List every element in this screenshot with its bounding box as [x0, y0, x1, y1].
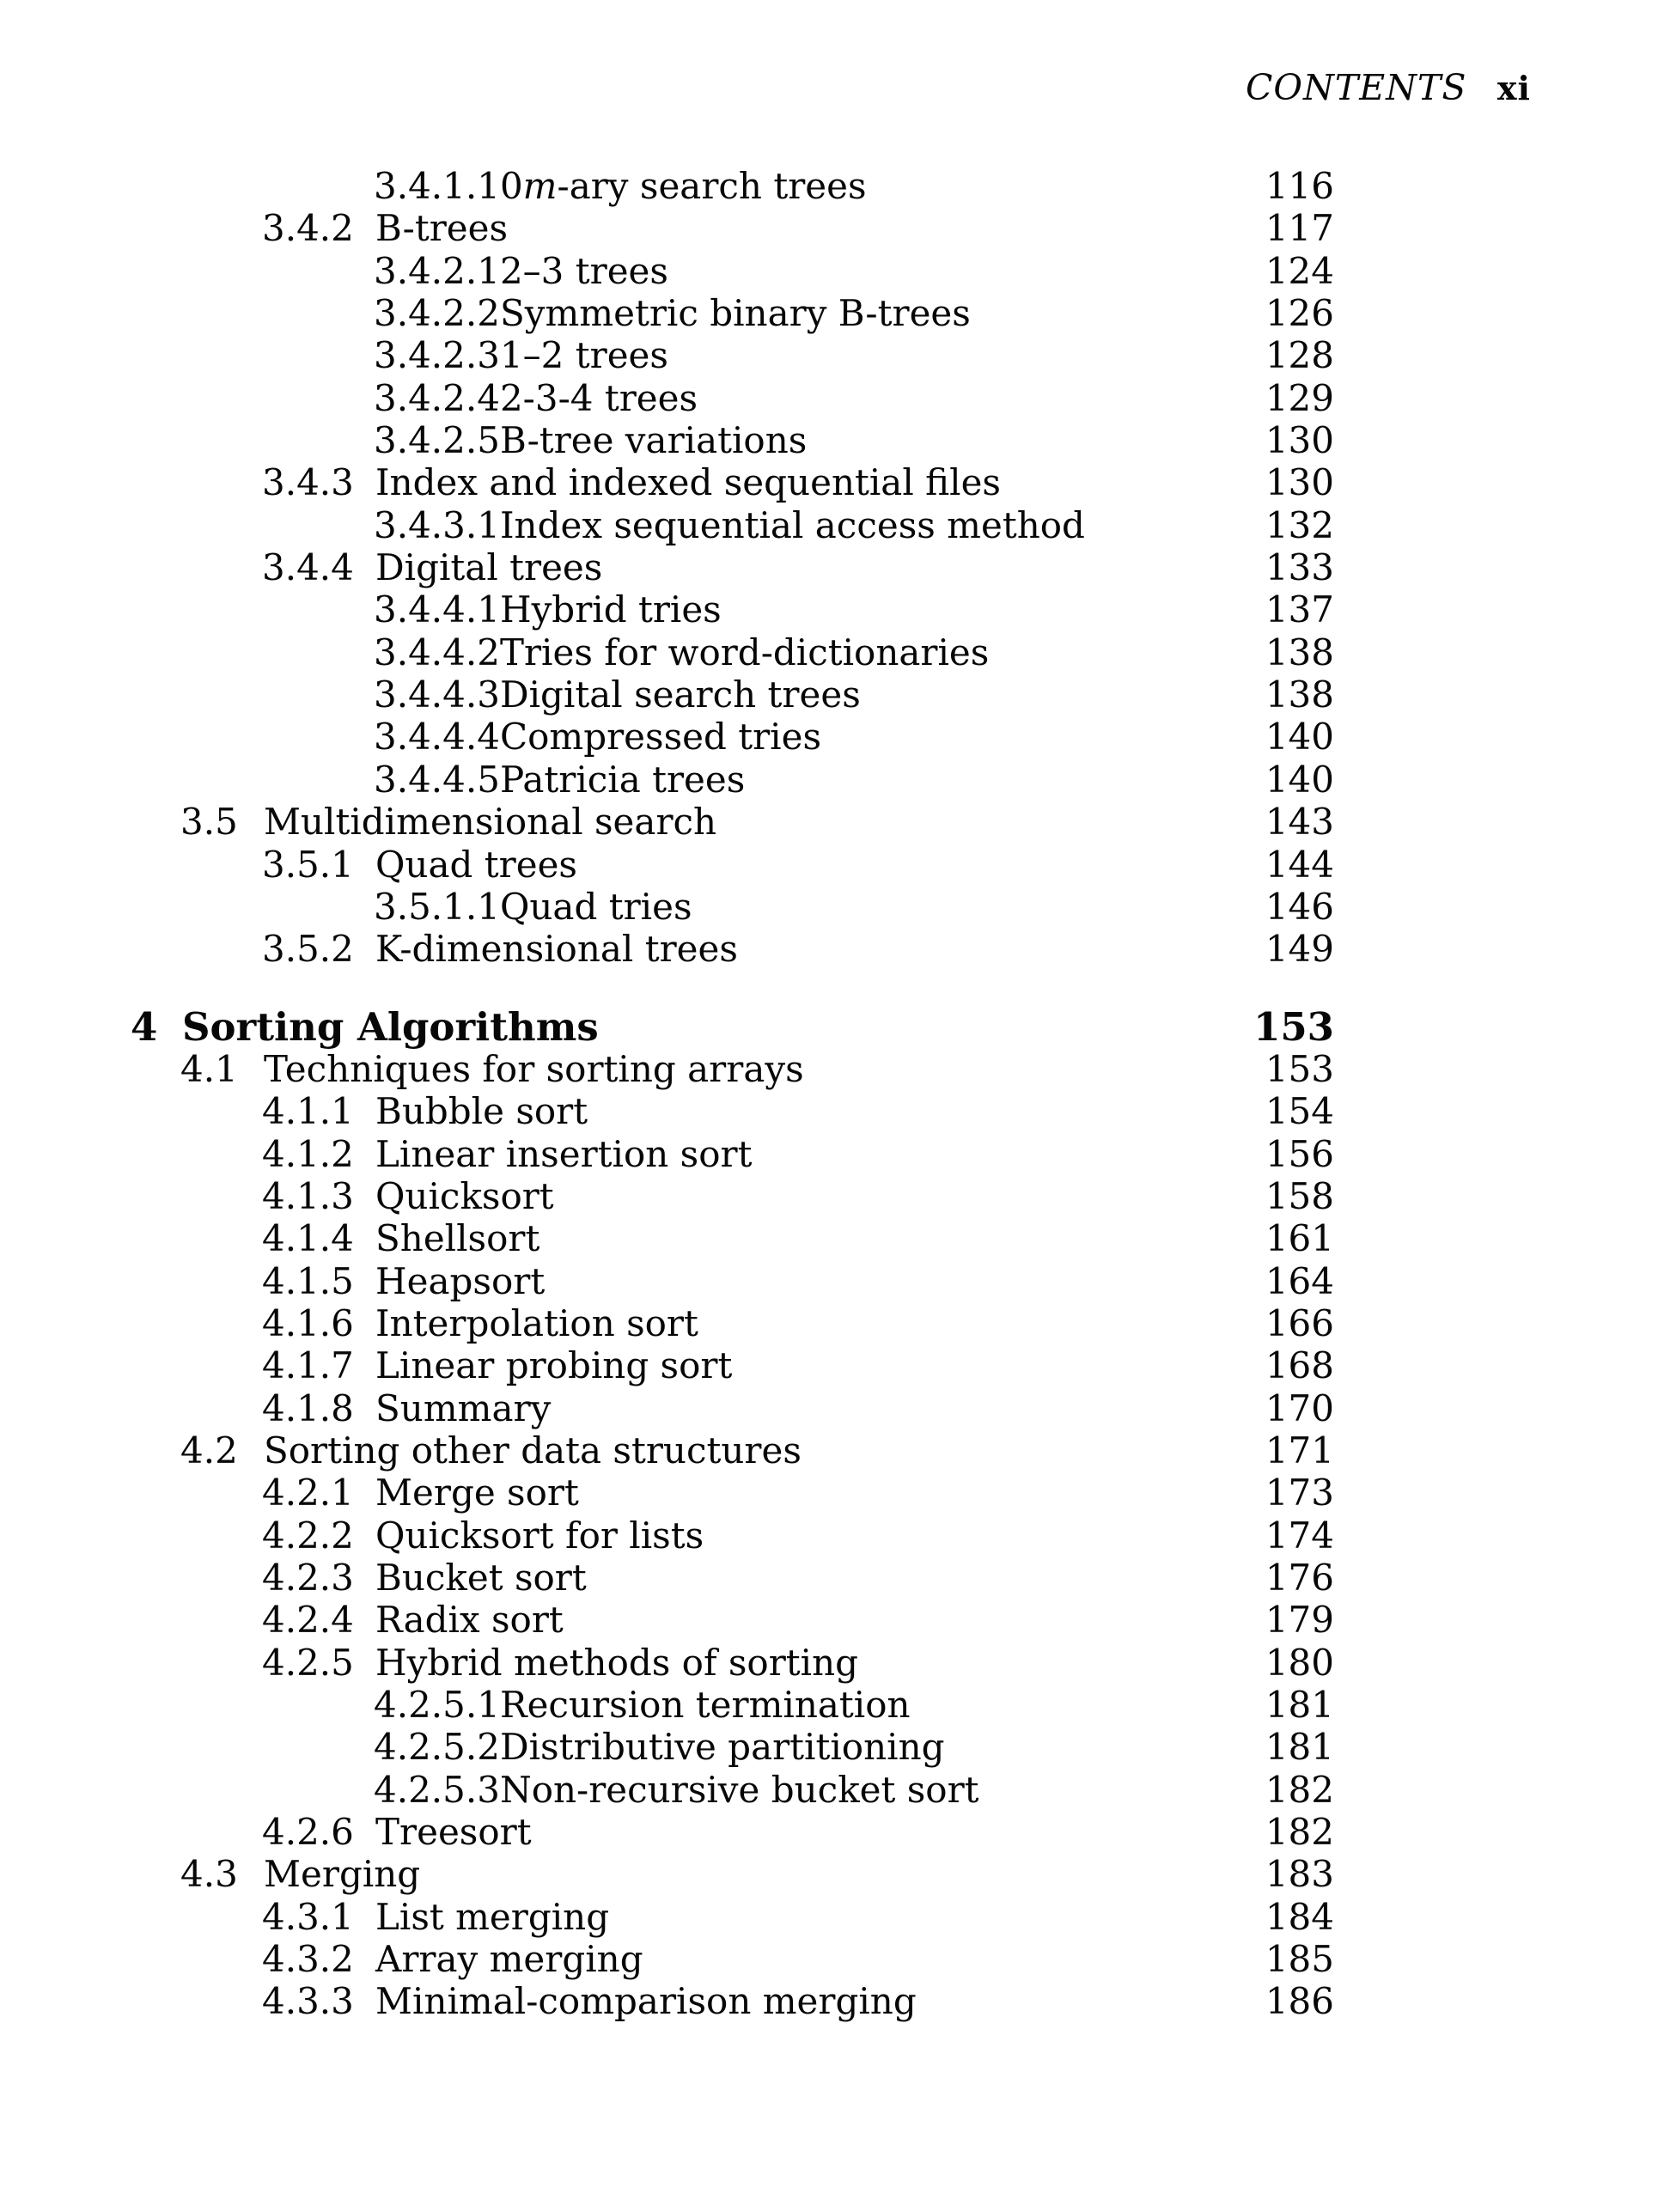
toc-entry-title: Digital search trees [499, 673, 861, 716]
toc-entry-title: Sorting other data structures [264, 1429, 802, 1472]
toc-entry-title: Patricia trees [499, 758, 746, 801]
toc-entry-number: 4.1.3 [262, 1174, 354, 1217]
toc-entry-number: 3.4.3 [262, 461, 354, 504]
toc-entry-number: 4.2.3 [262, 1557, 354, 1599]
toc-entry-title: Hybrid tries [499, 588, 722, 631]
toc-entry-page-number: 132 [1265, 503, 1334, 546]
toc-entry-number: 4.2 [180, 1429, 238, 1472]
toc-entry-title: Merging [264, 1853, 421, 1896]
toc-row [0, 1472, 1658, 1514]
toc-entry-number: 4.2.2 [262, 1514, 354, 1557]
toc-entry-page-number: 182 [1265, 1768, 1334, 1811]
toc-entry-number: 4.2.6 [262, 1811, 354, 1854]
toc-row [0, 716, 1658, 758]
toc-entry-page-number: 143 [1265, 801, 1334, 844]
toc-row [0, 1090, 1658, 1132]
toc-row [0, 1980, 1658, 2022]
toc-entry-title: Index sequential access method [499, 503, 1085, 546]
toc-entry-page-number: 138 [1265, 673, 1334, 716]
toc-entry-number: 4.1 [180, 1047, 238, 1090]
toc-entry-number: 4.2.5.2 [374, 1726, 500, 1769]
toc-row [0, 1260, 1658, 1302]
toc-entry-page-number: 149 [1265, 928, 1334, 971]
toc-entry-title: Summary [375, 1386, 552, 1429]
toc-entry-page-number: 117 [1265, 207, 1334, 250]
toc-row [0, 250, 1658, 292]
toc-entry-title: Quicksort for lists [375, 1514, 704, 1557]
toc-entry-title: Tries for word-dictionaries [499, 631, 990, 673]
toc-entry-page-number: 161 [1265, 1217, 1334, 1260]
toc-entry-title: Minimal-comparison merging [375, 1980, 917, 2023]
toc-row [0, 928, 1658, 970]
toc-entry-page-number: 140 [1265, 716, 1334, 759]
toc-entry-number: 4.1.5 [262, 1259, 354, 1302]
toc-entry-page-number: 116 [1265, 165, 1334, 207]
toc-entry-page-number: 144 [1265, 843, 1334, 886]
toc-entry-number: 3.4.4.5 [374, 758, 500, 801]
toc-entry-number: 3.5 [180, 801, 238, 844]
toc-entry-number: 4.2.4 [262, 1599, 354, 1642]
toc-row [0, 207, 1658, 249]
toc-entry-page-number: 156 [1265, 1132, 1334, 1175]
toc-entry-page-number: 183 [1265, 1853, 1334, 1896]
toc-entry-page-number: 181 [1265, 1726, 1334, 1769]
toc-entry-title: Hybrid methods of sorting [375, 1641, 859, 1684]
toc-row [0, 1938, 1658, 1980]
toc-entry-title: Radix sort [375, 1599, 564, 1642]
toc-row [0, 165, 1658, 207]
toc-entry-title: Bucket sort [375, 1557, 587, 1599]
toc-entry-number: 4.1.1 [262, 1090, 354, 1133]
toc-entry-number: 3.4.4.3 [374, 673, 500, 716]
toc-entry-page-number: 129 [1265, 376, 1334, 419]
page-number-roman: xi [1496, 69, 1531, 107]
toc-row [0, 1769, 1658, 1811]
toc-entry-number: 3.4.2.3 [374, 334, 500, 377]
toc-row [0, 1175, 1658, 1217]
toc-entry-page-number: 153 [1265, 1047, 1334, 1090]
toc-row [0, 1642, 1658, 1684]
toc-entry-page-number: 128 [1265, 334, 1334, 377]
toc-entry-title: K-dimensional trees [375, 928, 738, 971]
toc-row [0, 1217, 1658, 1259]
toc-entry-number: 4.3.1 [262, 1895, 354, 1938]
toc-entry-number: 4.1.2 [262, 1132, 354, 1175]
toc-row [0, 1429, 1658, 1472]
toc-entry-title: Shellsort [375, 1217, 540, 1260]
toc-entry-page-number: 138 [1265, 631, 1334, 673]
table-of-contents [0, 165, 1658, 2023]
toc-entry-title: Linear insertion sort [375, 1132, 753, 1175]
toc-entry-title: Multidimensional search [264, 801, 717, 844]
toc-entry-title: Non-recursive bucket sort [499, 1768, 979, 1811]
toc-row [0, 419, 1658, 461]
toc-row [0, 631, 1658, 673]
toc-entry-title: Quad tries [499, 885, 692, 928]
toc-entry-page-number: 126 [1265, 292, 1334, 335]
toc-entry-page-number: 154 [1265, 1090, 1334, 1133]
toc-row [0, 1344, 1658, 1386]
toc-entry-number: 3.4.3.1 [374, 503, 500, 546]
toc-entry-title: Symmetric binary B-trees [499, 292, 971, 335]
toc-row [0, 461, 1658, 503]
toc-entry-number: 4 [131, 1003, 158, 1050]
toc-entry-number: 4.1.7 [262, 1344, 354, 1387]
toc-entry-title: Array merging [375, 1938, 643, 1981]
toc-entry-title: Index and indexed sequential files [375, 461, 1001, 504]
toc-entry-page-number: 171 [1265, 1429, 1334, 1472]
toc-entry-title: Bubble sort [375, 1090, 588, 1133]
toc-row [0, 886, 1658, 928]
toc-row [0, 844, 1658, 886]
toc-row [0, 1684, 1658, 1726]
toc-row [0, 1048, 1658, 1090]
toc-entry-title: B-trees [375, 207, 509, 250]
toc-entry-number: 4.2.1 [262, 1472, 354, 1514]
toc-entry-title: Interpolation sort [375, 1301, 698, 1344]
toc-entry-title: Merge sort [375, 1472, 579, 1514]
toc-entry-number: 4.1.8 [262, 1386, 354, 1429]
toc-row [0, 504, 1658, 546]
toc-entry-number: 3.4.2.2 [374, 292, 500, 335]
toc-entry-title: m-ary search trees [522, 165, 867, 207]
toc-entry-page-number: 140 [1265, 758, 1334, 801]
toc-entry-number: 3.4.4.4 [374, 716, 500, 759]
toc-entry-number: 4.3 [180, 1853, 238, 1896]
toc-row [0, 588, 1658, 631]
toc-row [0, 1387, 1658, 1429]
toc-row [0, 1302, 1658, 1344]
toc-entry-title: Quicksort [375, 1174, 554, 1217]
toc-entry-title: B-tree variations [499, 419, 808, 462]
toc-entry-number: 3.4.2.1 [374, 249, 500, 292]
running-head-title: CONTENTS [1246, 67, 1467, 108]
toc-entry-title: Techniques for sorting arrays [264, 1047, 804, 1090]
toc-entry-title: Heapsort [375, 1259, 546, 1302]
toc-entry-page-number: 153 [1253, 1003, 1334, 1050]
toc-entry-page-number: 173 [1265, 1472, 1334, 1514]
toc-entry-page-number: 176 [1265, 1557, 1334, 1599]
toc-entry-title: Quad trees [375, 843, 577, 886]
toc-entry-number: 3.4.2.5 [374, 419, 500, 462]
toc-row [0, 377, 1658, 419]
toc-row [0, 801, 1658, 843]
toc-entry-title: Treesort [375, 1811, 532, 1854]
toc-entry-page-number: 185 [1265, 1938, 1334, 1981]
toc-entry-page-number: 182 [1265, 1811, 1334, 1854]
toc-entry-title: Recursion termination [499, 1684, 911, 1727]
toc-row [0, 334, 1658, 376]
toc-entry-title: List merging [375, 1895, 610, 1938]
toc-row [0, 1726, 1658, 1768]
toc-entry-title: Compressed tries [499, 716, 822, 759]
toc-row [0, 1133, 1658, 1175]
toc-entry-title: Distributive partitioning [499, 1726, 945, 1769]
running-head [1246, 67, 1531, 108]
toc-entry-number: 4.2.5 [262, 1641, 354, 1684]
toc-entry-page-number: 130 [1265, 461, 1334, 504]
toc-entry-page-number: 137 [1265, 588, 1334, 631]
toc-entry-number: 3.4.4.2 [374, 631, 500, 673]
toc-entry-page-number: 146 [1265, 885, 1334, 928]
toc-row [0, 292, 1658, 334]
toc-entry-number: 4.3.3 [262, 1980, 354, 2023]
toc-row [0, 546, 1658, 588]
toc-entry-page-number: 180 [1265, 1641, 1334, 1684]
toc-entry-title: 2-3-4 trees [499, 376, 698, 419]
toc-entry-number: 3.5.1 [262, 843, 354, 886]
toc-entry-page-number: 179 [1265, 1599, 1334, 1642]
toc-entry-number: 3.4.4.1 [374, 588, 500, 631]
toc-entry-page-number: 158 [1265, 1174, 1334, 1217]
toc-entry-page-number: 133 [1265, 546, 1334, 589]
toc-row [0, 1599, 1658, 1641]
toc-row [0, 1853, 1658, 1895]
toc-entry-page-number: 166 [1265, 1301, 1334, 1344]
toc-row [0, 1557, 1658, 1599]
toc-entry-number: 3.4.2 [262, 207, 354, 250]
toc-entry-page-number: 184 [1265, 1895, 1334, 1938]
toc-entry-page-number: 168 [1265, 1344, 1334, 1387]
toc-entry-number: 4.1.4 [262, 1217, 354, 1260]
toc-entry-page-number: 174 [1265, 1514, 1334, 1557]
toc-entry-number: 4.2.5.3 [374, 1768, 500, 1811]
toc-entry-title: 2–3 trees [499, 249, 668, 292]
toc-entry-page-number: 164 [1265, 1259, 1334, 1302]
toc-entry-page-number: 124 [1265, 249, 1334, 292]
toc-entry-number: 3.4.2.4 [374, 376, 500, 419]
toc-row [0, 673, 1658, 716]
toc-row [0, 1514, 1658, 1557]
toc-row [0, 759, 1658, 801]
toc-entry-page-number: 130 [1265, 419, 1334, 462]
toc-entry-number: 3.5.1.1 [374, 885, 500, 928]
toc-entry-title: Sorting Algorithms [182, 1003, 599, 1050]
toc-entry-number: 3.4.1.10 [374, 165, 523, 207]
toc-entry-title: Linear probing sort [375, 1344, 733, 1387]
toc-entry-number: 3.5.2 [262, 928, 354, 971]
toc-entry-number: 3.4.4 [262, 546, 354, 589]
toc-entry-title: 1–2 trees [499, 334, 668, 377]
toc-row [0, 1003, 1658, 1050]
toc-row [0, 1811, 1658, 1853]
toc-entry-page-number: 186 [1265, 1980, 1334, 2023]
toc-row [0, 1896, 1658, 1938]
toc-entry-title: Digital trees [375, 546, 603, 589]
toc-entry-page-number: 170 [1265, 1386, 1334, 1429]
toc-entry-page-number: 181 [1265, 1684, 1334, 1727]
toc-entry-number: 4.3.2 [262, 1938, 354, 1981]
toc-entry-number: 4.1.6 [262, 1301, 354, 1344]
toc-entry-number: 4.2.5.1 [374, 1684, 500, 1727]
